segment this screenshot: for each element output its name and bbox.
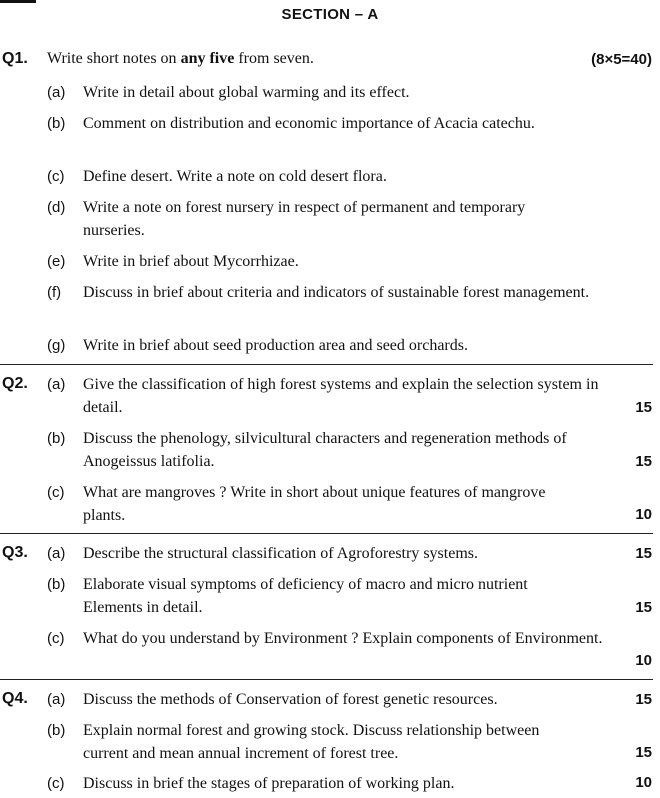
question-3-number: Q3. <box>2 544 28 561</box>
q1-c-label: (c) <box>47 168 65 185</box>
q2-c-text: What are mangroves ? Write in short about unique features of mangrove plants. <box>83 484 546 524</box>
q2-a-label: (a) <box>47 376 66 393</box>
section-title: SECTION – A <box>281 6 379 23</box>
q2-a-marks: 15 <box>635 399 652 416</box>
q2-b-label: (b) <box>47 430 66 447</box>
divider-q1-q2 <box>0 364 653 365</box>
q1-e-label: (e) <box>47 253 66 270</box>
q1-a-text: Write in detail about global warming and its effect. <box>83 84 410 101</box>
q2-c-label: (c) <box>47 484 65 501</box>
q4-b-label: (b) <box>47 722 66 739</box>
q1-f-text: Discuss in brief about criteria and indicators of sustainable forest management. <box>83 284 590 301</box>
q1-b-text: Comment on distribution and economic importance of Acacia catechu. <box>83 115 535 132</box>
q2-a-text: Give the classification of high forest systems and explain the selection system in detail. <box>83 376 599 416</box>
q4-c-text: Discuss in brief the stages of preparation of working plan. <box>83 775 455 792</box>
q1-g-text: Write in brief about seed production area and seed orchards. <box>83 337 468 354</box>
question-1-marks: (8×5=40) <box>591 51 652 68</box>
q4-c-label: (c) <box>47 775 65 792</box>
q4-a-marks: 15 <box>635 691 652 708</box>
q3-a-text: Describe the structural classification of Agroforestry systems. <box>83 545 478 562</box>
divider-q3-q4 <box>0 679 653 680</box>
q4-a-text: Discuss the methods of Conservation of forest genetic resources. <box>83 691 498 708</box>
q1-a-label: (a) <box>47 84 66 101</box>
q2-c-marks: 10 <box>635 506 652 523</box>
q3-c-text: What do you understand by Environment ? Explain components of Environment. <box>83 630 603 647</box>
q1-b-label: (b) <box>47 115 66 132</box>
question-4-number: Q4. <box>2 690 28 707</box>
q1-c-text: Define desert. Write a note on cold desert flora. <box>83 168 387 185</box>
q2-b-marks: 15 <box>635 453 652 470</box>
q4-b-text: Explain normal forest and growing stock. Discuss relationship between current and mean annual increment of forest tree. <box>83 722 540 762</box>
q4-c-marks: 10 <box>635 774 652 791</box>
q2-b-text: Discuss the phenology, silvicultural characters and regeneration methods of Anogeissus latifolia. <box>83 430 567 470</box>
q4-b-marks: 15 <box>635 744 652 761</box>
q3-b-text: Elaborate visual symptoms of deficiency of macro and micro nutrient Elements in detail. <box>83 576 528 616</box>
q3-c-marks: 10 <box>635 652 652 669</box>
divider-q2-q3 <box>0 533 653 534</box>
q3-b-marks: 15 <box>635 599 652 616</box>
q3-a-marks: 15 <box>635 545 652 562</box>
page-top-mark <box>0 0 36 3</box>
question-1-number: Q1. <box>2 50 28 67</box>
q3-c-label: (c) <box>47 630 65 647</box>
q1-d-text: Write a note on forest nursery in respect of permanent and temporary nurseries. <box>83 199 526 239</box>
q1-f-label: (f) <box>47 284 62 301</box>
question-1-instruction: Write short notes on any five from seven. <box>47 50 314 67</box>
q1-d-label: (d) <box>47 199 66 216</box>
q1-g-label: (g) <box>47 337 66 354</box>
q1-e-text: Write in brief about Mycorrhizae. <box>83 253 299 270</box>
q4-a-label: (a) <box>47 691 66 708</box>
q3-a-label: (a) <box>47 545 66 562</box>
q3-b-label: (b) <box>47 576 66 593</box>
question-2-number: Q2. <box>2 375 28 392</box>
